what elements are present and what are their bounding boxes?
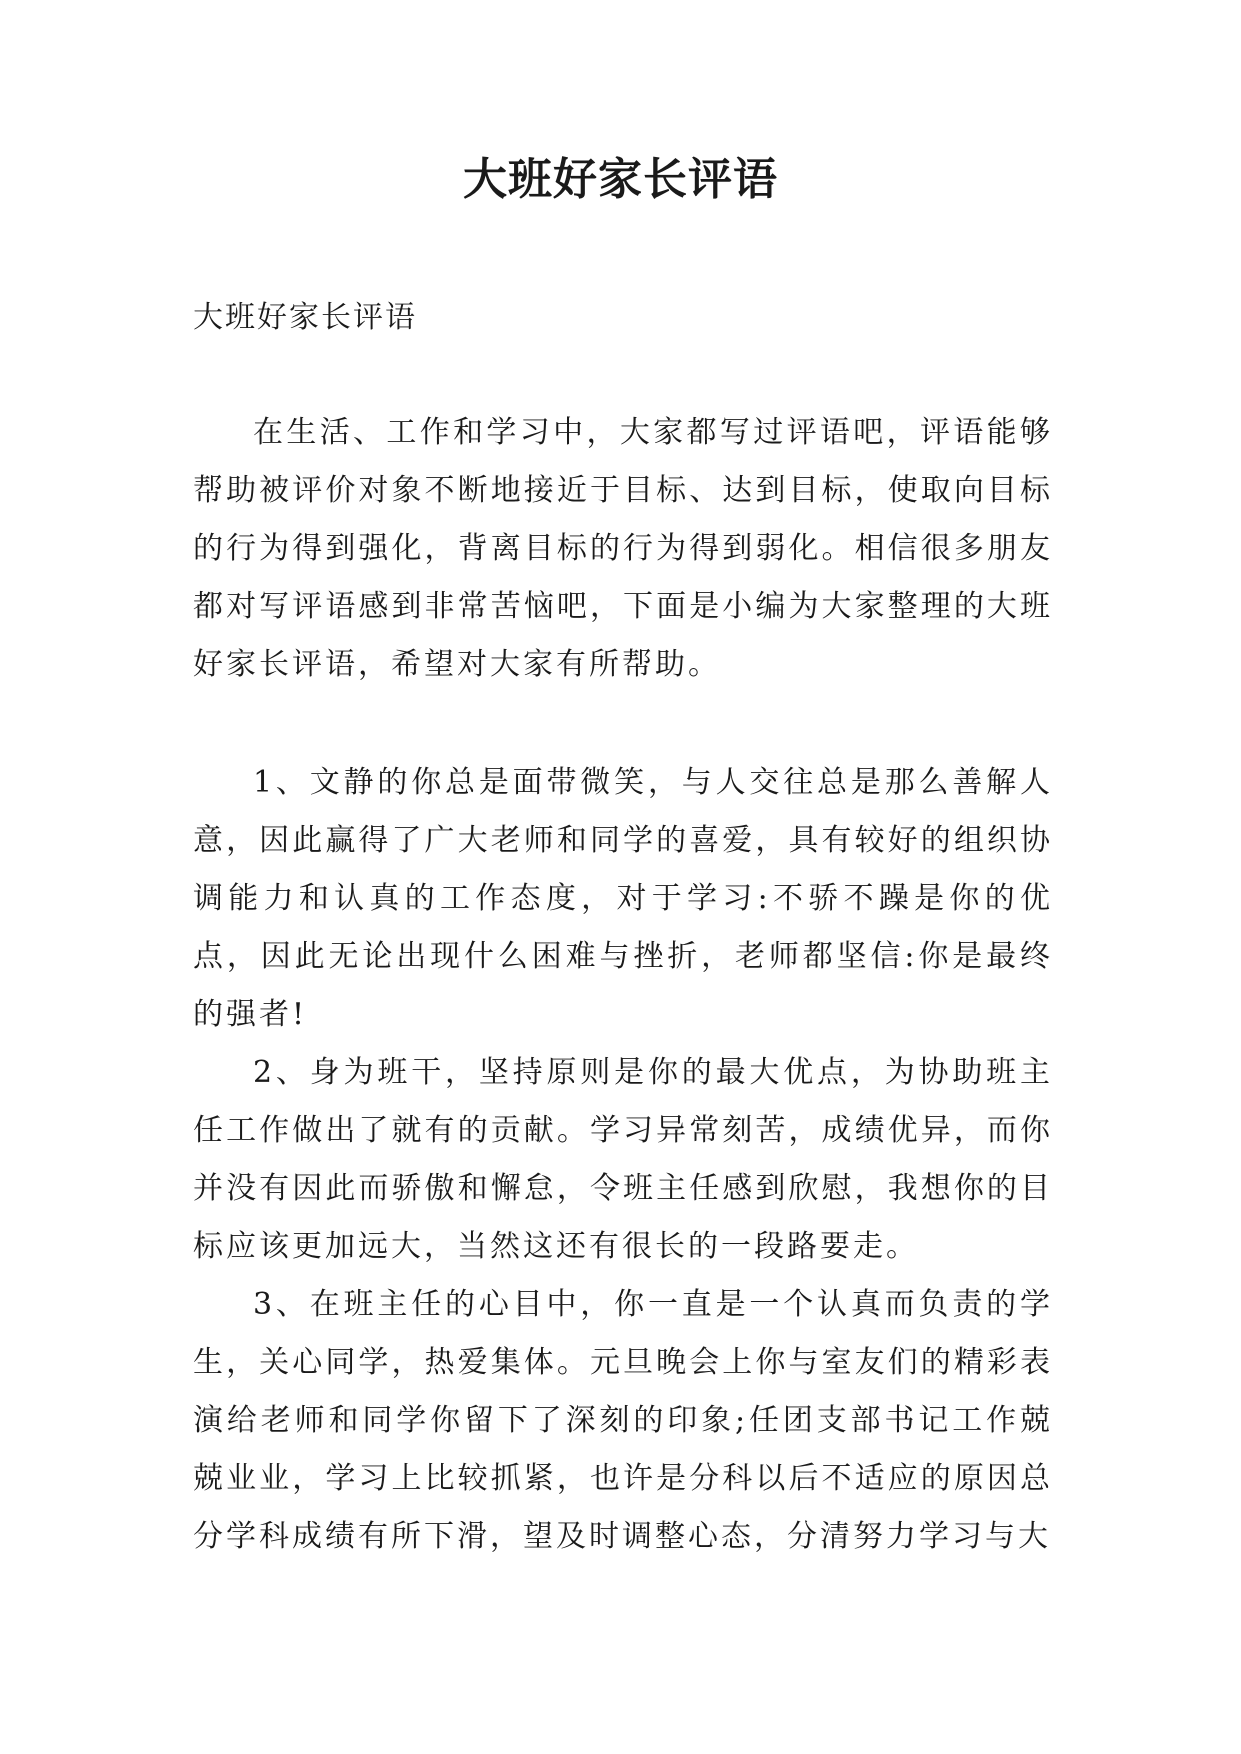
intro-paragraph: 在生活、工作和学习中，大家都写过评语吧，评语能够帮助被评价对象不断地接近于目标、达到目标，使取向目标的行为得到强化，背离目标的行为得到弱化。相信很多朋友都对写评语感到非常苦恼吧，下面是小编为大家整理的大班好家长评语，希望对大家有所帮助。 <box>193 415 1053 682</box>
document-title: 大班好家长评语 <box>463 154 778 205</box>
comment-item-3: 3、在班主任的心目中，你一直是一个认真而负责的学生，关心同学，热爱集体。元旦晚会上你与室友们的精彩表演给老师和同学你留下了深刻的印象;任团支部书记工作兢兢业业，学习上比较抓紧，也许是分科以后不适应的原因总分学科成绩有所下滑，望及时调整心态，分清努力学习与大 <box>193 1287 1053 1554</box>
comment-item-2: 2、身为班干，坚持原则是你的最大优点，为协助班主任工作做出了就有的贡献。学习异常刻苦，成绩优异，而你并没有因此而骄傲和懈怠，令班主任感到欣慰，我想你的目标应该更加远大，当然这还有很长的一段路要走。 <box>193 1055 1053 1264</box>
document-subtitle: 大班好家长评语 <box>193 300 417 335</box>
document-body <box>193 292 1053 1566</box>
comment-item-1: 1、文静的你总是面带微笑，与人交往总是那么善解人意，因此赢得了广大老师和同学的喜爱，具有较好的组织协调能力和认真的工作态度，对于学习:不骄不躁是你的优点，因此无论出现什么困难与挫折，老师都坚信:你是最终的强者! <box>193 765 1053 1032</box>
